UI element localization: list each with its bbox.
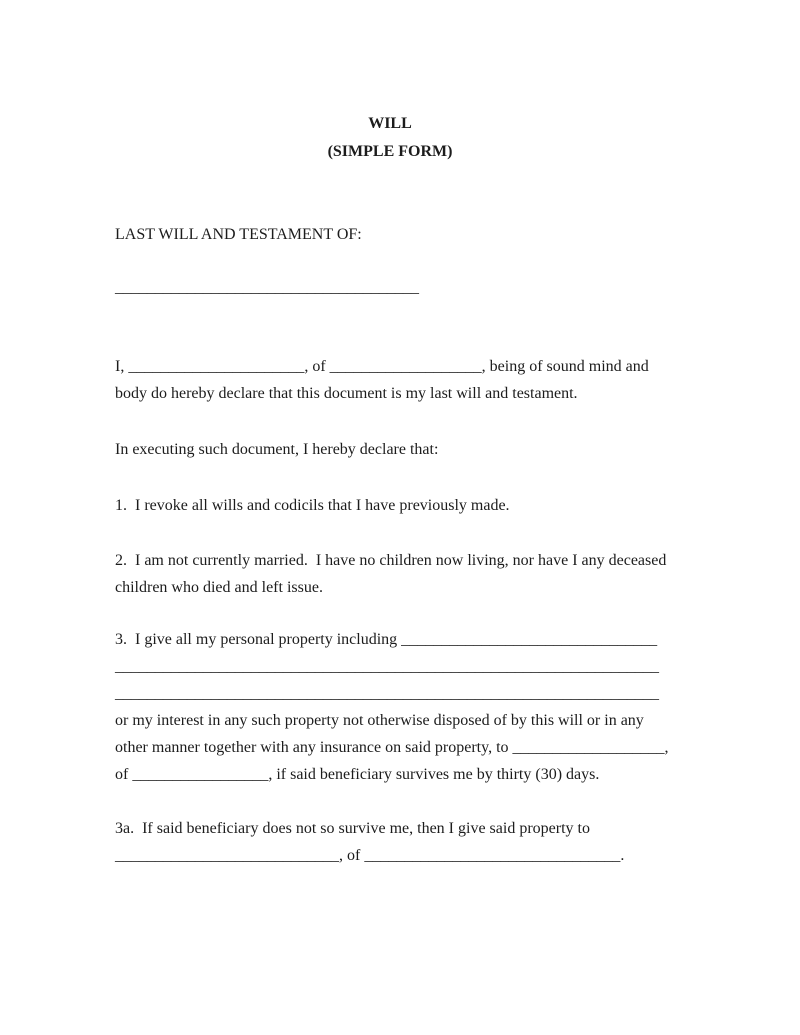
document-title bbox=[115, 110, 665, 137]
clause-2-marital-status bbox=[115, 547, 665, 601]
clause-3-line-6: of _________________, if said beneficiary survives me by thirty (30) days. bbox=[115, 766, 600, 783]
clause-1-text: 1. I revoke all wills and codicils that I have previously made. bbox=[115, 497, 510, 514]
intro-paragraph bbox=[115, 353, 665, 407]
declaration-statement bbox=[115, 436, 665, 463]
clause-3-line-4: or my interest in any such property not otherwise disposed of by this will or in any bbox=[115, 712, 644, 729]
last-will-heading-text: LAST WILL AND TESTAMENT OF: bbox=[115, 226, 362, 243]
testator-name-blank bbox=[115, 274, 665, 301]
clause-3a-line-2: ____________________________, of ________________________________. bbox=[115, 847, 625, 864]
clause-3-blank-line-1: ____________________________________________________________________ bbox=[115, 658, 659, 675]
clause-1-revoke-wills bbox=[115, 492, 665, 519]
clause-3a-alternate-beneficiary bbox=[115, 815, 665, 869]
testator-name-blank-line: ______________________________________ bbox=[115, 279, 419, 296]
clause-3-line-5: other manner together with any insurance on said property, to ___________________, bbox=[115, 739, 669, 756]
intro-line-2: body do hereby declare that this document is my last will and testament. bbox=[115, 385, 578, 402]
document-title-text: WILL bbox=[368, 115, 412, 132]
clause-2-line-1: 2. I am not currently married. I have no children now living, nor have I any deceased bbox=[115, 552, 667, 569]
declaration-statement-text: In executing such document, I hereby declare that: bbox=[115, 441, 439, 458]
clause-3a-line-1: 3a. If said beneficiary does not so survive me, then I give said property to bbox=[115, 820, 590, 837]
clause-2-line-2: children who died and left issue. bbox=[115, 579, 323, 596]
clause-3-line-1: 3. I give all my personal property including ________________________________ bbox=[115, 631, 658, 648]
last-will-heading bbox=[115, 221, 665, 248]
clause-3-blank-line-2: ____________________________________________________________________ bbox=[115, 685, 659, 702]
intro-line-1: I, ______________________, of ___________________, being of sound mind and bbox=[115, 358, 649, 375]
document-subtitle bbox=[115, 138, 665, 165]
document-subtitle-text: (SIMPLE FORM) bbox=[327, 143, 453, 160]
clause-3-personal-property bbox=[115, 626, 669, 788]
